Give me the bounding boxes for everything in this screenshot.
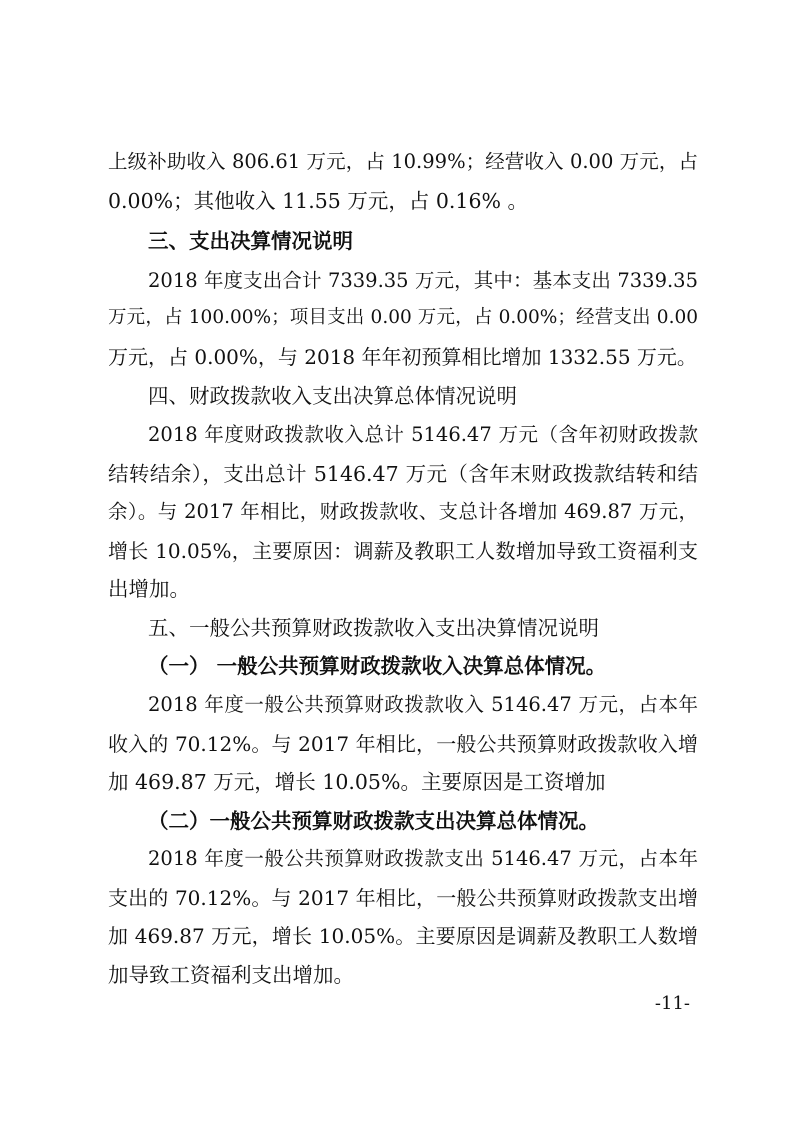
section5-sub2-line-2: 支出的 70.12%。与 2017 年相比，一般公共预算财政拨款支出增 bbox=[108, 886, 698, 910]
section5-sub2-line-4: 加导致工资福利支出增加。 bbox=[108, 963, 354, 987]
section4-heading: 四、财政拨款收入支出决算总体情况说明 bbox=[148, 384, 517, 408]
income-line-1: 上级补助收入 806.61 万元，占 10.99%；经营收入 0.00 万元，占 bbox=[108, 150, 698, 173]
section3-heading: 三、支出决算情况说明 bbox=[148, 229, 353, 253]
section5-sub2-line-1: 2018 年度一般公共预算财政拨款支出 5146.47 万元，占本年 bbox=[148, 847, 698, 870]
section5-sub2-heading: （二）一般公共预算财政拨款支出决算总体情况。 bbox=[148, 809, 599, 833]
section3-line-2: 万元，占 100.00%；项目支出 0.00 万元，占 0.00%；经营支出 0.00 bbox=[108, 307, 698, 328]
section5-sub1-line-3: 加 469.87 万元，增长 10.05%。主要原因是工资增加 bbox=[108, 770, 606, 794]
section3-line-3: 万元，占 0.00%，与 2018 年年初预算相比增加 1332.55 万元。 bbox=[108, 345, 697, 369]
section4-line-4: 增长 10.05%，主要原因：调薪及教职工人数增加导致工资福利支 bbox=[108, 539, 698, 563]
section4-line-3: 余）。与 2017 年相比，财政拨款收、支总计各增加 469.87 万元， bbox=[108, 500, 698, 523]
section5-sub1-heading: （一） 一般公共预算财政拨款收入决算总体情况。 bbox=[148, 654, 607, 678]
section4-line-1: 2018 年度财政拨款收入总计 5146.47 万元（含年初财政拨款 bbox=[148, 423, 698, 446]
page-number: -11- bbox=[654, 993, 690, 1014]
section3-line-1: 2018 年度支出合计 7339.35 万元，其中：基本支出 7339.35 bbox=[148, 269, 698, 292]
income-line-2: 0.00%；其他收入 11.55 万元，占 0.16% 。 bbox=[108, 189, 528, 213]
section4-line-5: 出增加。 bbox=[108, 577, 190, 601]
section5-sub1-line-2: 收入的 70.12%。与 2017 年相比，一般公共预算财政拨款收入增 bbox=[108, 732, 698, 756]
section5-heading: 五、一般公共预算财政拨款收入支出决算情况说明 bbox=[148, 616, 599, 640]
section4-line-2: 结转结余），支出总计 5146.47 万元（含年末财政拨款结转和结 bbox=[108, 462, 698, 486]
section5-sub1-line-1: 2018 年度一般公共预算财政拨款收入 5146.47 万元，占本年 bbox=[148, 693, 698, 716]
section5-sub2-line-3: 加 469.87 万元，增长 10.05%。主要原因是调薪及教职工人数增 bbox=[108, 924, 698, 948]
